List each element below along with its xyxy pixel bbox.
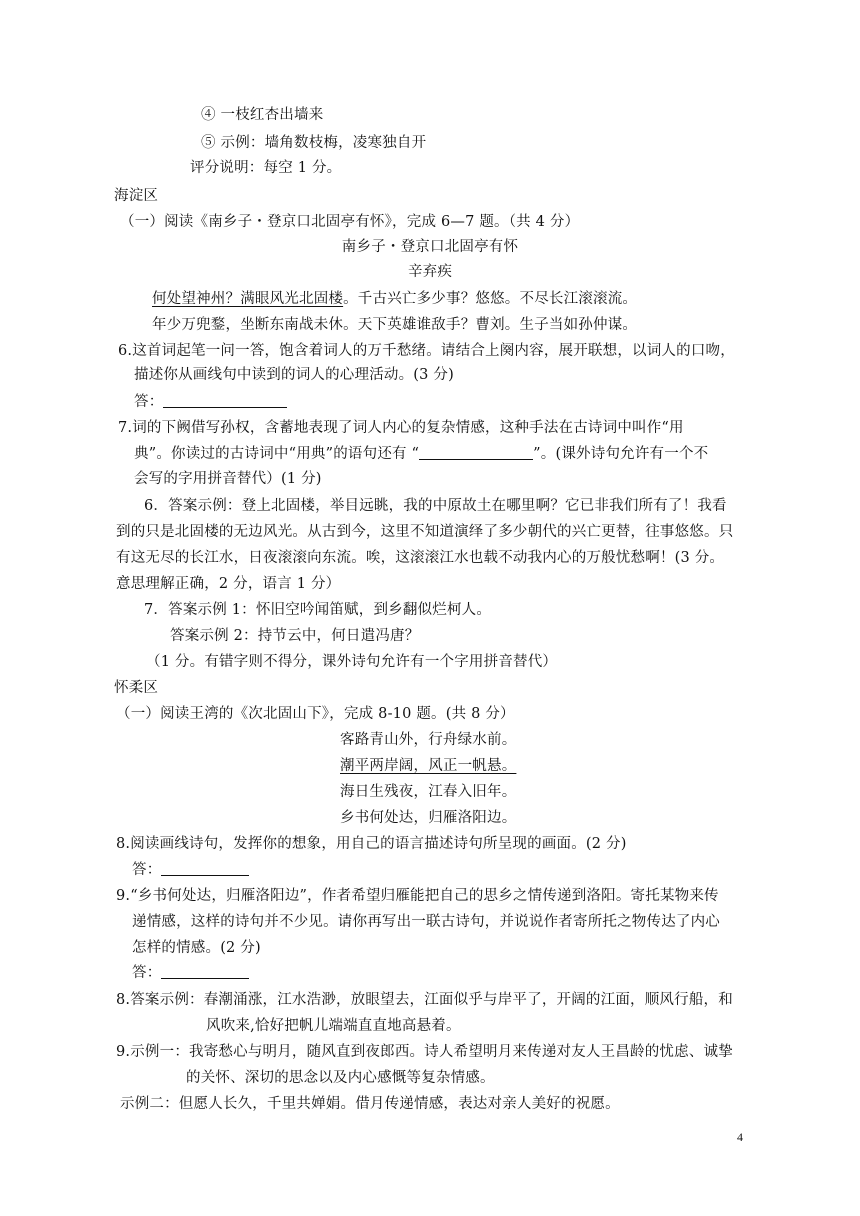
verse-line-1: 客路青山外，行舟绿水前。 (340, 732, 517, 748)
answer-8-line-2: 风吹来,恰好把帆儿端端直直地高悬着。 (206, 1018, 461, 1034)
page-number: 4 (737, 1130, 743, 1144)
underlined-verse: 何处望神州？满眼风光北固楼 (152, 291, 344, 307)
question-8: 8.阅读画线诗句，发挥你的想象，用自己的语言描述诗句所呈现的画面。(2 分) (116, 836, 627, 852)
answer-6-line-1: 6．答案示例：登上北固楼，举目远眺，我的中原故土在哪里啊？它已非我们所有了！我看 (144, 498, 727, 514)
answer-7-example-1: 7．答案示例 1：怀旧空吟闻笛赋，到乡翻似烂柯人。 (144, 602, 492, 618)
question-7-line-3: 会写的字用拼音替代）(1 分) (134, 471, 322, 487)
poem-line-1: 何处望神州？满眼风光北固楼。千古兴亡多少事？悠悠。不尽长江滚滚流。 (152, 291, 638, 307)
verse-line-4: 乡书何处达，归雁洛阳边。 (340, 810, 517, 826)
section-title-haidian: （一）阅读《南乡子・登京口北固亭有怀》，完成 6—7 题。（共 4 分） (120, 214, 580, 230)
section-title-huairou: （一）阅读王湾的《次北固山下》，完成 8-10 题。(共 8 分） (116, 706, 515, 722)
question-9-line-1: 9.“乡书何处达，归雁洛阳边”，作者希望归雁能把自己的思乡之情传递到洛阳。寄托某物来传 (116, 888, 719, 904)
district-heading-huairou: 怀柔区 (114, 680, 159, 696)
answer-blank (161, 861, 249, 876)
scoring-note: 评分说明：每空 1 分。 (190, 160, 342, 176)
answer-line-9: 答： (132, 963, 249, 983)
verse-line-3: 海日生残夜，江春入旧年。 (340, 784, 517, 800)
answer-7-note: （1 分。有错字则不得分，课外诗句允许有一个字用拼音替代） (146, 654, 558, 670)
answer-9-example-2: 示例二：但愿人长久，千里共婵娟。借月传递情感，表达对亲人美好的祝愿。 (120, 1096, 620, 1112)
answer-8-line-1: 8.答案示例：春潮涌涨，江水浩渺，放眼望去，江面似乎与岸平了，开阔的江面，顺风行船，和 (116, 992, 733, 1008)
question-7-line-2: 典”。你读过的古诗词中“用典”的语句还有 “ ”。(课外诗句允许有一个不 (134, 446, 709, 462)
answer-line-8: 答： (132, 860, 249, 880)
answer-blank (163, 393, 287, 408)
question-6-line-1: 6.这首词起笔一问一答，饱含着词人的万千愁绪。请结合上阕内容，展开联想，以词人的口吻， (118, 343, 735, 359)
question-7-line-1: 7.词的下阙借写孙权，含蓄地表现了词人内心的复杂情感，这种手法在古诗词中叫作“用 (118, 420, 684, 436)
poem-line-2: 年少万兜鍪，坐断东南战未休。天下英雄谁敌手？曹刘。生子当如孙仲谋。 (152, 317, 638, 333)
answer-line-6: 答： (134, 392, 287, 412)
question-9-line-2: 递情感，这样的诗句并不少见。请你再写出一联古诗句，并说说作者寄所托之物传达了内心 (132, 914, 720, 930)
answer-9-line-1: 9.示例一：我寄愁心与明月，随风直到夜郎西。诗人希望明月来传递对友人王昌龄的忧虑、诚挚 (116, 1044, 733, 1060)
answer-7-example-2: 答案示例 2：持节云中，何日遣冯唐？ (170, 628, 420, 644)
answer-blank (419, 445, 533, 460)
answer-6-line-2: 到的只是北固楼的无边风光。从古到今，这里不知道演绎了多少朝代的兴亡更替，往事悠悠。只 (116, 524, 734, 540)
poem-author: 辛弃疾 (407, 264, 453, 280)
answer-blank (161, 964, 249, 979)
answer-item-4: ④ 一枝红杏出墙来 (201, 107, 324, 123)
question-9-line-3: 怎样的情感。(2 分) (132, 940, 261, 956)
answer-item-5: ⑤ 示例：墙角数枝梅，凌寒独自开 (201, 135, 427, 151)
answer-6-line-4: 意思理解正确，2 分，语言 1 分） (116, 576, 341, 592)
question-6-line-2: 描述你从画线句中读到的词人的心理活动。(3 分) (134, 367, 454, 383)
district-heading-haidian: 海淀区 (114, 188, 159, 204)
answer-9-line-2: 的关怀、深切的思念以及内心感慨等复杂情感。 (186, 1070, 495, 1086)
poem-title: 南乡子・登京口北固亭有怀 (341, 239, 519, 255)
answer-6-line-3: 有这无尽的长江水，日夜滚滚向东流。唉，这滚滚江水也载不动我内心的万般忧愁啊！(3 分。 (116, 550, 725, 566)
verse-line-2 (340, 756, 516, 776)
underlined-verse: 潮平两岸阔，风正一帆悬。 (340, 758, 517, 774)
